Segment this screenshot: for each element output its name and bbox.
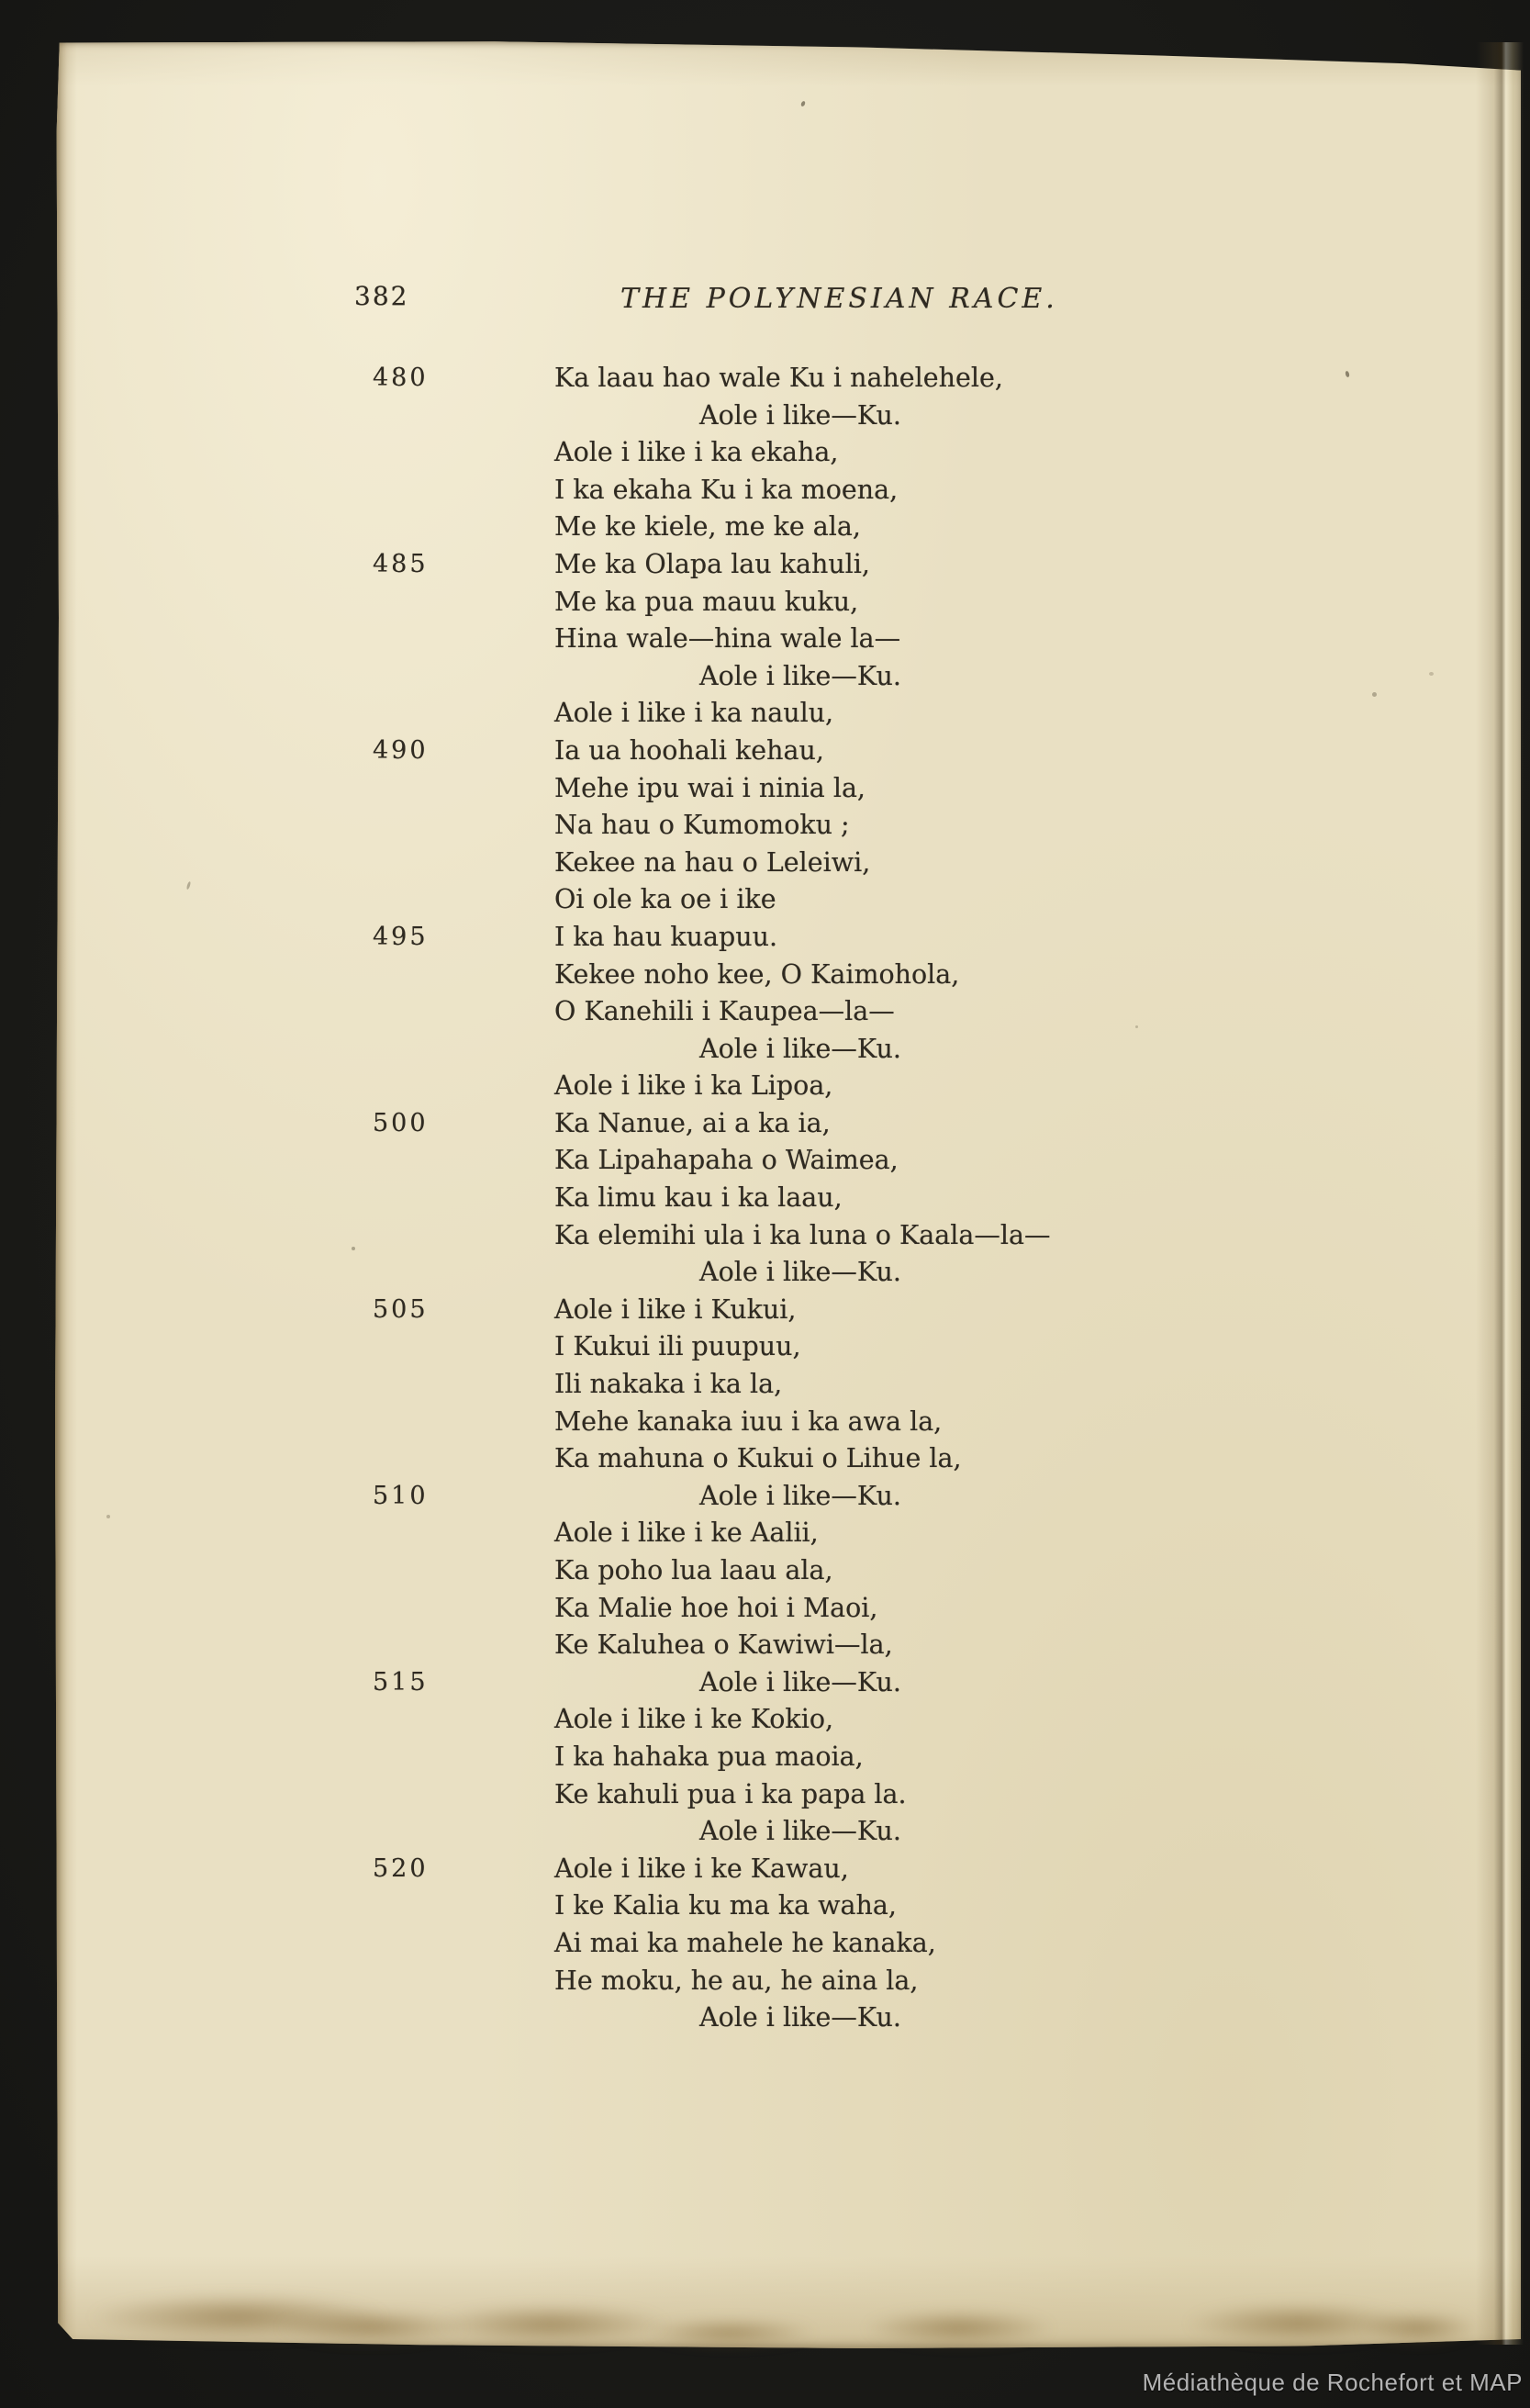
poem-line xyxy=(0,1440,1530,1478)
poem-line xyxy=(0,1515,1530,1552)
poem-line-text: Aole i like—Ku. xyxy=(699,660,901,691)
poem-line xyxy=(0,733,1530,770)
poem-line-text: Me ka Olapa lau kahuli, xyxy=(554,548,870,579)
poem-line xyxy=(0,1031,1530,1069)
poem-line xyxy=(0,1999,1530,2037)
poem-line-text: Aole i like i ka naulu, xyxy=(554,698,834,729)
poem-line xyxy=(0,1292,1530,1329)
verse-line-number: 490 xyxy=(373,735,429,765)
poem-line-text: Aole i like—Ku. xyxy=(699,1033,901,1064)
poem-line-text: Ia ua hoohali kehau, xyxy=(554,734,824,766)
verse-line-number: 480 xyxy=(373,364,429,392)
poem-line xyxy=(0,1627,1530,1664)
poem-line-text: Ka mahuna o Kukui o Lihue la, xyxy=(554,1443,962,1474)
verse-line-number: 505 xyxy=(373,1294,429,1324)
poem-line xyxy=(0,845,1530,882)
verse-line-number: 520 xyxy=(373,1854,429,1883)
verse-line-number: 510 xyxy=(373,1481,429,1510)
poem-line-text: I ke Kalia ku ma ka waha, xyxy=(554,1890,897,1921)
library-watermark: Médiathèque de Rochefort et MAP xyxy=(1142,2369,1523,2396)
poem-line xyxy=(0,881,1530,919)
poem-line xyxy=(0,1963,1530,2000)
poem-line xyxy=(0,1142,1530,1180)
poem-line-text: I ka hahaka pua maoia, xyxy=(554,1741,864,1772)
poem-line-text: I ka hau kuapuu. xyxy=(554,921,778,952)
verse-line-number: 515 xyxy=(373,1667,429,1697)
poem-line xyxy=(0,434,1530,472)
poem-line-text: Aole i like—Ku. xyxy=(699,1257,901,1288)
poem-line-text: Mehe ipu wai i ninia la, xyxy=(554,772,866,803)
poem-line xyxy=(0,1739,1530,1776)
poem-line-text: Aole i like i ka ekaha, xyxy=(554,437,839,468)
poem-line-text: Ke Kaluhea o Kawiwi—la, xyxy=(554,1630,893,1661)
poem-line xyxy=(0,1776,1530,1814)
poem-line-text: Aole i like—Ku. xyxy=(699,2002,901,2033)
poem-line-text: Kekee noho kee, O Kaimohola, xyxy=(554,958,960,990)
poem-line-text: He moku, he au, he aina la, xyxy=(554,1965,919,1996)
poem-line xyxy=(0,472,1530,510)
poem-line-text: Aole i like i ke Kokio, xyxy=(554,1704,834,1735)
poem-line xyxy=(0,807,1530,845)
poem-line-text: Ai mai ka mahele he kanaka, xyxy=(554,1927,936,1958)
poem-line-text: Na hau o Kumomoku ; xyxy=(554,810,850,841)
poem-line xyxy=(0,398,1530,435)
poem-line-text: Me ke kiele, me ke ala, xyxy=(554,511,861,543)
poem-line-text: Aole i like i Kukui, xyxy=(554,1294,797,1325)
poem-line-text: Aole i like—Ku. xyxy=(699,399,901,431)
poem-line xyxy=(0,919,1530,957)
poem-line-text: Aole i like—Ku. xyxy=(699,1480,901,1511)
poem-line-text: O Kanehili i Kaupea—la— xyxy=(554,996,895,1027)
verse-line-number: 485 xyxy=(373,549,429,578)
poem-line-text: Ka limu kau i ka laau, xyxy=(554,1182,843,1214)
poem-line xyxy=(0,1813,1530,1851)
poem-line-text: Ka Nanue, ai a ka ia, xyxy=(554,1107,831,1138)
poem-line xyxy=(0,1068,1530,1105)
poem-line xyxy=(0,546,1530,584)
poem-line-text: I Kukui ili puupuu, xyxy=(554,1331,801,1362)
poem-line-text: Aole i like—Ku. xyxy=(699,1666,901,1697)
poem-line xyxy=(0,1701,1530,1739)
page-number: 382 xyxy=(354,281,409,311)
poem-line xyxy=(0,993,1530,1031)
poem-line xyxy=(0,1180,1530,1217)
poem-line xyxy=(0,695,1530,733)
poem-line-text: Ke kahuli pua i ka papa la. xyxy=(554,1778,907,1809)
poem-line-text: Hina wale—hina wale la— xyxy=(554,623,901,655)
poem-line-text: Ka elemihi ula i ka luna o Kaala—la— xyxy=(554,1219,1051,1250)
poem-line xyxy=(0,1552,1530,1590)
verse-line-number: 495 xyxy=(373,922,429,951)
poem-line-text: Ka Lipahapaha o Waimea, xyxy=(554,1145,899,1176)
poem-line xyxy=(0,957,1530,994)
poem-line-text: Aole i like—Ku. xyxy=(699,1816,901,1847)
verse-line-number: 500 xyxy=(373,1108,429,1137)
poem-line xyxy=(0,584,1530,622)
poem-line xyxy=(0,1590,1530,1628)
poem-line xyxy=(0,360,1530,398)
poem-line-text: Aole i like i ke Aalii, xyxy=(554,1518,819,1549)
poem-line xyxy=(0,1851,1530,1888)
poem-line xyxy=(0,1925,1530,1963)
poem-line xyxy=(0,658,1530,696)
poem-line xyxy=(0,1664,1530,1702)
poem-line xyxy=(0,621,1530,658)
poem-line-text: Me ka pua mauu kuku, xyxy=(554,586,859,617)
poem-text-block xyxy=(0,360,1530,2037)
poem-line xyxy=(0,1404,1530,1441)
poem-line-text: Ka laau hao wale Ku i nahelehele, xyxy=(554,363,1003,393)
poem-line-text: Aole i like i ka Lipoa, xyxy=(554,1070,833,1102)
poem-line-text: I ka ekaha Ku i ka moena, xyxy=(554,474,899,505)
poem-line-text: Mehe kanaka iuu i ka awa la, xyxy=(554,1406,943,1437)
poem-line xyxy=(0,1328,1530,1366)
poem-line xyxy=(0,509,1530,546)
poem-line xyxy=(0,1105,1530,1143)
poem-line-text: Ka poho lua laau ala, xyxy=(554,1555,833,1585)
poem-line-text: Aole i like i ke Kawau, xyxy=(554,1853,849,1884)
poem-line-text: Kekee na hau o Leleiwi, xyxy=(554,846,871,878)
poem-line xyxy=(0,1254,1530,1292)
poem-line xyxy=(0,1217,1530,1255)
poem-line-text: Oi ole ka oe i ike xyxy=(554,884,776,915)
poem-line xyxy=(0,1478,1530,1516)
poem-line xyxy=(0,1366,1530,1404)
poem-line xyxy=(0,770,1530,808)
poem-line-text: Ili nakaka i ka la, xyxy=(554,1369,783,1400)
running-header: THE POLYNESIAN RACE. xyxy=(620,283,1058,315)
poem-line xyxy=(0,1887,1530,1925)
poem-line-text: Ka Malie hoe hoi i Maoi, xyxy=(554,1592,878,1623)
